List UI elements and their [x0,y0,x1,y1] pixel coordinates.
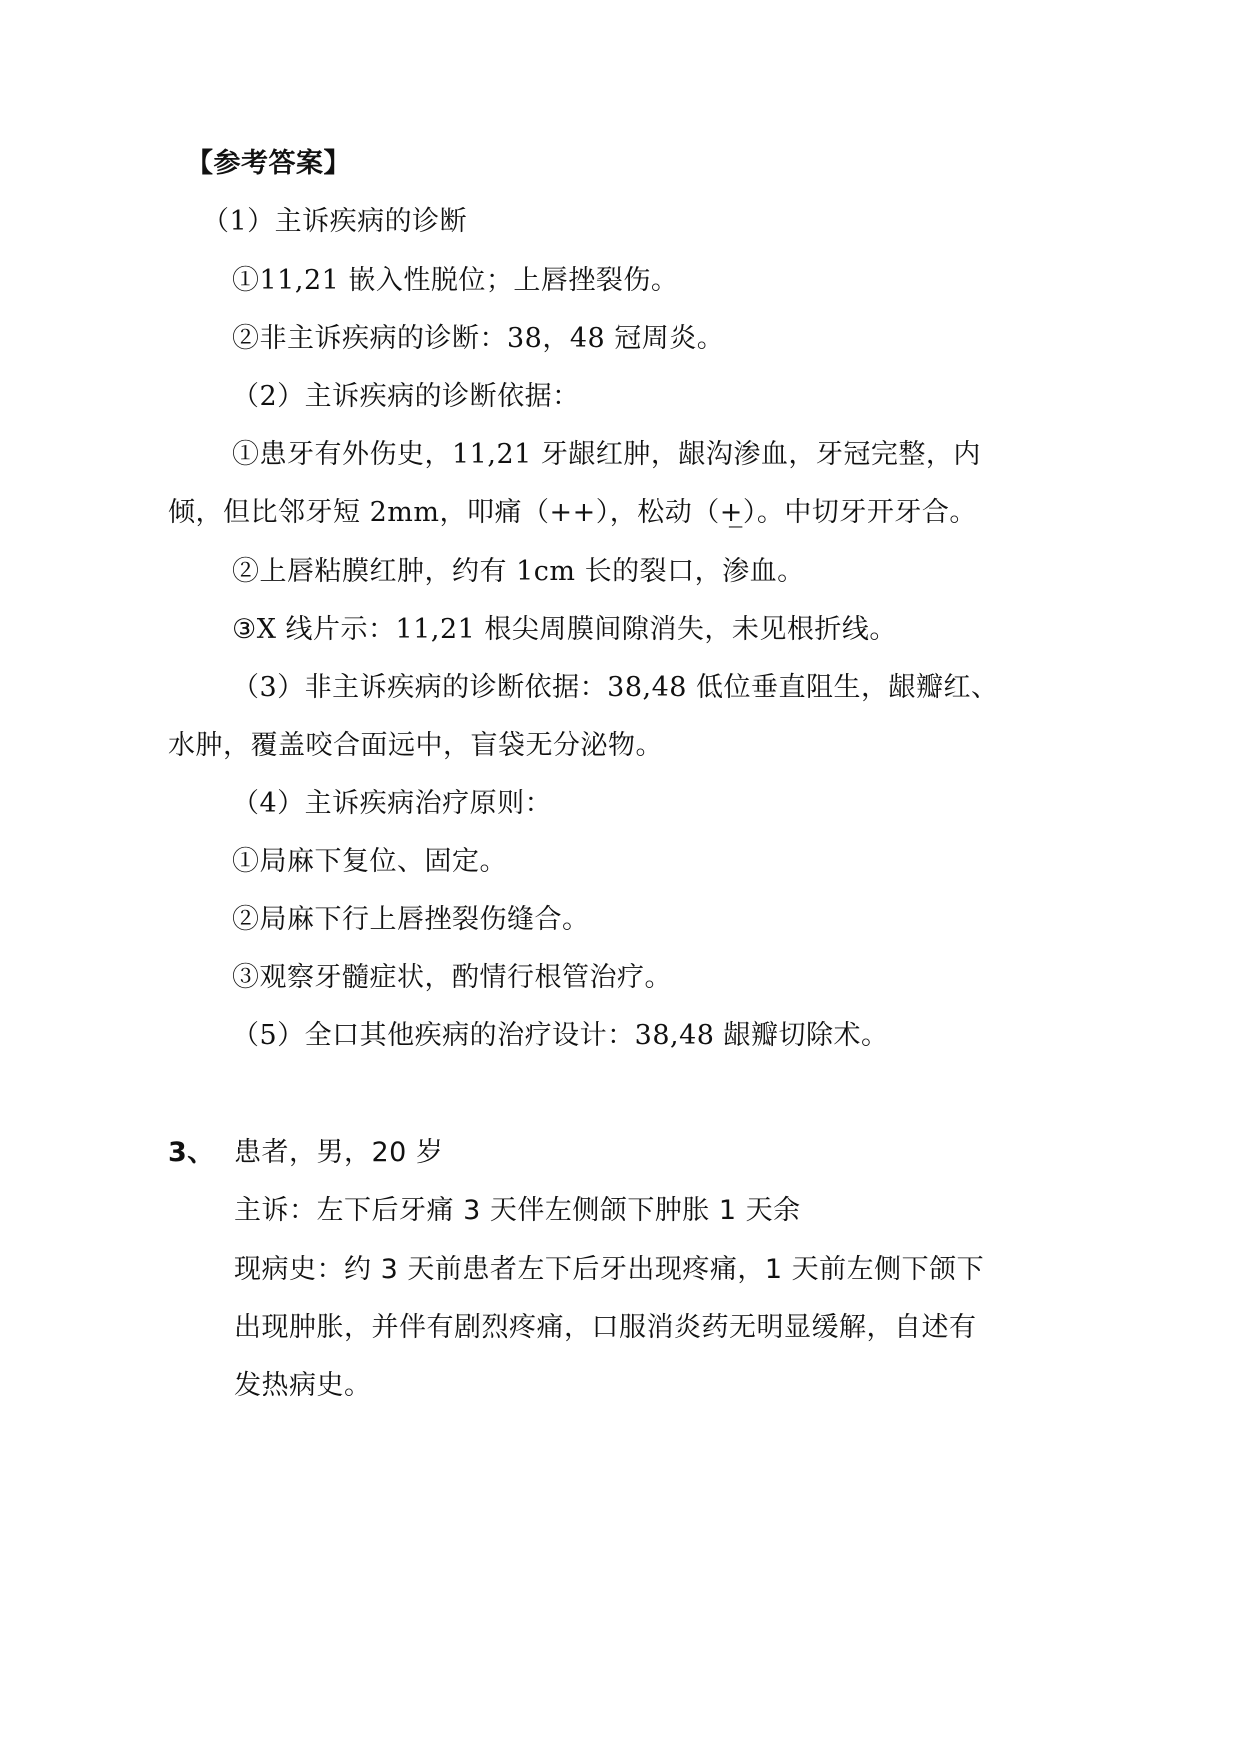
answer-line-2: ①11,21 嵌入性脱位；上唇挫裂伤。 [232,265,679,296]
answer-line-3: ②非主诉疾病的诊断：38，48 冠周炎。 [232,323,725,354]
case-history-line-3: 发热病史。 [234,1370,372,1401]
answer-line-15: （5）全口其他疾病的治疗设计：38,48 龈瓣切除术。 [232,1020,889,1051]
case-patient: 患者，男，20 岁 [234,1137,444,1168]
answer-line-4: （2）主诉疾病的诊断依据： [232,381,580,412]
answer-line-9: （3）非主诉疾病的诊断依据：38,48 低位垂直阻生，龈瓣红、 [232,672,999,703]
answer-line-6: 倾，但比邻牙短 2mm，叩痛（++），松动（+̲）。中切牙开牙合。 [168,497,977,528]
answer-line-8: ③X 线片示：11,21 根尖周膜间隙消失，未见根折线。 [232,614,897,645]
case-history-line-2: 出现肿胀，并伴有剧烈疼痛，口服消炎药无明显缓解，自述有 [234,1312,977,1343]
answer-line-11: （4）主诉疾病治疗原则： [232,788,553,819]
answer-line-5: ①患牙有外伤史，11,21 牙龈红肿，龈沟渗血，牙冠完整，内 [232,439,981,470]
case-complaint: 主诉：左下后牙痛 3 天伴左侧颌下肿胀 1 天余 [234,1195,801,1226]
answer-line-7: ②上唇粘膜红肿，约有 1cm 长的裂口，渗血。 [232,556,805,587]
answer-line-1: （1）主诉疾病的诊断 [202,206,468,237]
case-history-line-1: 现病史：约 3 天前患者左下后牙出现疼痛，1 天前左侧下颌下 [234,1254,985,1285]
answer-heading: 【参考答案】 [186,148,351,179]
answer-line-10: 水肿，覆盖咬合面远中，盲袋无分泌物。 [168,730,663,761]
answer-line-13: ②局麻下行上唇挫裂伤缝合。 [232,904,590,935]
case-number: 3、 [168,1137,215,1168]
answer-line-12: ①局麻下复位、固定。 [232,846,507,877]
answer-line-14: ③观察牙髓症状，酌情行根管治疗。 [232,962,672,993]
